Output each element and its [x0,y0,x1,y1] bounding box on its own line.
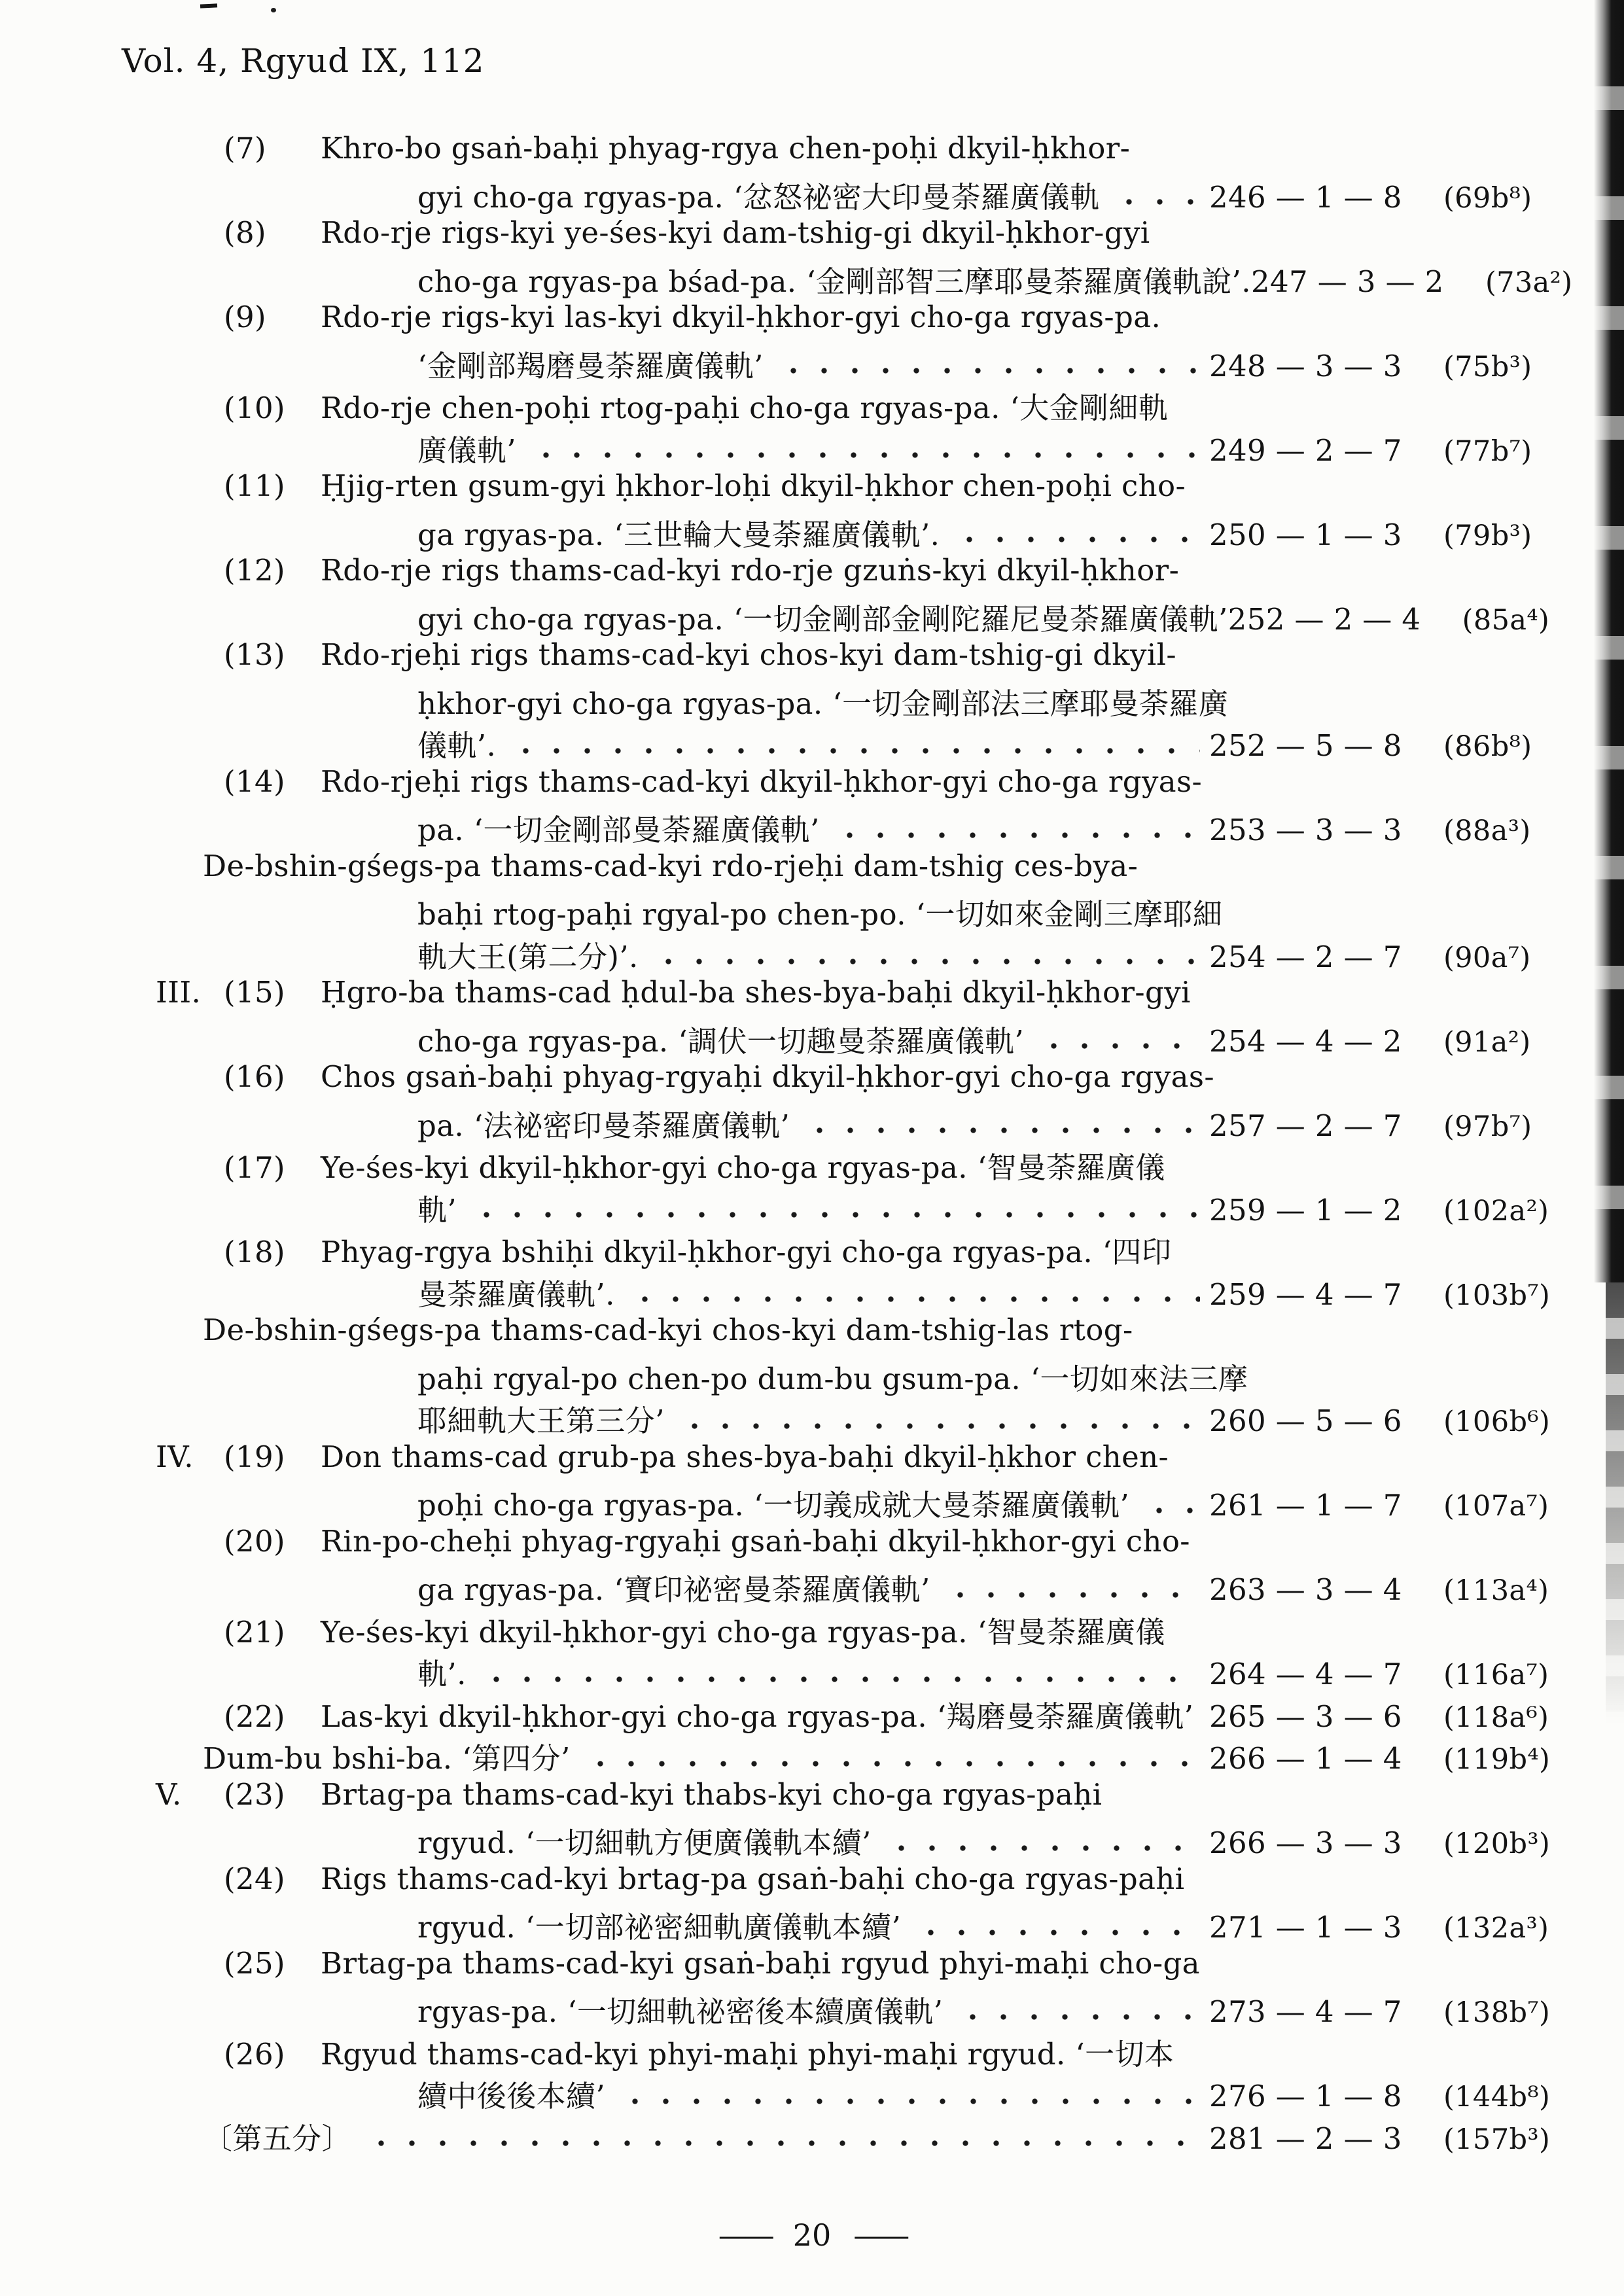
entry-text: Phyag-rgya bshiḥi dkyil-ḥkhor-gyi cho-ga rgyas-pa. ‘四印 [321,1235,1172,1269]
entry-text: ga rgyas-pa. ‘寶印祕密曼荼羅廣儀軌’ [417,1572,930,1607]
entry-text: De-bshin-gśegs-pa thams-cad-kyi rdo-rjeḥi dam-tshig ces-bya- [203,848,1139,883]
scan-speck-dot [271,8,276,12]
entry-text: rgyud. ‘一切部祕密細軌廣儀軌本續’ [417,1910,902,1945]
dot-leader [1161,300,1209,342]
catalog-line [156,637,1598,680]
folio-ref: (73a²) [1485,266,1573,299]
catalog-line [156,1102,1598,1144]
entry-text: ga rgyas-pa. ‘三世輪大曼荼羅廣儀軌’. [417,517,940,552]
dot-leader [615,1271,1209,1313]
catalog-line [156,1186,1598,1229]
catalog-line [156,595,1598,638]
entry-text: Ḥjig-rten gsum-gyi ḥkhor-loḥi dkyil-ḥkhor chen-poḥi cho- [321,468,1186,503]
entry-text: gyi cho-ga rgyas-pa. ‘一切金剛部金剛陀羅尼曼荼羅廣儀軌’ [417,601,1228,637]
entry-text: 儀軌’. [417,728,497,763]
entry-text: Rin-po-cheḥi phyag-rgyaḥi gsaṅ-baḥi dkyil-ḥkhor-gyi cho- [321,1523,1190,1559]
catalog-line [156,975,1598,1017]
page-ref: 261 — 1 — 7 [1209,1488,1402,1523]
dot-leader [516,427,1209,469]
page-ref: 254 — 4 — 2 [1209,1023,1402,1059]
page-ref: 276 — 1 — 8 [1209,2079,1402,2113]
catalog-line [156,342,1598,385]
dot-leader [665,1397,1209,1439]
page-ref: 281 — 2 — 3 [1209,2121,1402,2156]
entry-text: Rigs thams-cad-kyi brtag-pa gsaṅ-baḥi cho-ga rgyas-paḥi [321,1861,1185,1896]
catalog-line [156,933,1598,976]
catalog-line [156,1693,1598,1735]
page-ref: 253 — 3 — 3 [1209,813,1402,847]
scan-binding-edge-tail [1606,1282,1624,1727]
dot-leader [1171,1228,1209,1271]
folio-ref: (75b³) [1443,350,1532,383]
catalog-line [156,1903,1598,1946]
catalog-line [156,131,1598,173]
entry-number: (12) [224,553,285,588]
catalog-line [156,1397,1598,1439]
dot-leader [639,933,1209,976]
entry-number: (21) [224,1614,285,1650]
folio-ref: (97b⁷) [1443,1110,1532,1143]
page-ref: 252 — 5 — 8 [1209,728,1402,763]
entry-number: (25) [224,1945,285,1981]
page-ref: 271 — 1 — 3 [1209,1910,1402,1945]
catalog-line [156,1059,1598,1102]
entry-text: Brtag-pa thams-cad-kyi gsaṅ-baḥi rgyud phyi-maḥi cho-ga [321,1945,1200,1981]
dot-leader [1138,849,1209,891]
folio-ref: (120b³) [1443,1828,1551,1860]
entry-text: rgyas-pa. ‘一切細軌祕密後本續廣儀軌’ [417,1994,944,2029]
catalog-line [156,1608,1598,1651]
dot-leader [1168,384,1209,427]
catalog-line [156,258,1598,300]
entry-number: (9) [224,300,266,334]
entry-text: 廣儀軌’ [417,433,516,468]
entry-text: Rdo-rje chen-poḥi rtog-paḥi cho-ga rgyas-pa. ‘大金剛細軌 [321,391,1169,425]
footer-page-number: 20 [792,2217,832,2253]
entry-text: Ye-śes-kyi dkyil-ḥkhor-gyi cho-ga rgyas-pa. ‘智曼荼羅廣儀 [321,1614,1165,1650]
catalog-line [156,1481,1598,1524]
page-ref: 250 — 1 — 3 [1209,517,1402,552]
entry-number: (19) [224,1439,285,1474]
catalog-line [156,806,1598,849]
catalog-line [156,384,1598,427]
dot-leader [764,342,1209,385]
dot-leader [1165,1144,1209,1186]
catalog-line [156,2115,1598,2157]
page-ref: 273 — 4 — 7 [1209,1994,1402,2029]
entry-text: Dum-bu bshi-ba. ‘第四分’ [203,1741,571,1776]
catalog-line [156,1988,1598,2030]
section-numeral: III. [156,975,202,1010]
entry-text: Rdo-rje rigs-kyi ye-śes-kyi dam-tshig-gi dkyil-ḥkhor-gyi [321,215,1150,250]
folio-ref: (103b⁷) [1443,1279,1551,1312]
catalog-line [156,2072,1598,2115]
catalog-line [156,173,1598,216]
dot-leader [571,1735,1209,1777]
folio-ref: (157b³) [1443,2123,1551,2156]
folio-ref: (77b⁷) [1443,434,1532,468]
entry-text: Rdo-rje rigs thams-cad-kyi rdo-rje gzuṅs-kyi dkyil-ḥkhor- [321,553,1180,588]
entry-text: 軌’. [417,1657,467,1691]
entry-text: 耶細軌大王第三分’ [417,1404,665,1438]
entry-number: (14) [224,764,285,799]
dot-leader [1186,468,1209,511]
catalog-line [156,764,1598,807]
page-ref: 259 — 1 — 2 [1209,1192,1402,1227]
section-numeral: IV. [156,1439,194,1474]
catalog-line [156,1355,1598,1398]
footer-right-dash: —— [853,2217,906,2253]
scan-binding-edge [1594,0,1624,1282]
page-ref: 264 — 4 — 7 [1209,1657,1402,1691]
catalog-line [156,1313,1598,1355]
entry-text: 軌大王(第二分)’. [417,939,639,974]
folio-ref: (86b⁸) [1443,730,1532,763]
dot-leader [790,1102,1209,1144]
entry-number: (18) [224,1235,285,1269]
catalog-line [156,2030,1598,2073]
entry-number: (13) [224,637,285,672]
dot-leader [605,2072,1209,2115]
entry-text: 續中後後本續’ [417,2079,606,2113]
folio-ref: (132a³) [1443,1912,1549,1945]
entry-text: De-bshin-gśegs-pa thams-cad-kyi chos-kyi dam-tshig-las rtog- [203,1313,1133,1347]
entry-text: cho-ga rgyas-pa bśad-pa. ‘金剛部智三摩耶曼荼羅廣儀軌說’. [417,264,1251,299]
dot-leader [1184,1862,1209,1904]
catalog-line [156,1819,1598,1862]
dot-leader [1193,1693,1209,1735]
catalog-line [156,468,1598,511]
page-header: Vol. 4, Rgyud IX, 112 [122,42,485,80]
entry-text: 曼荼羅廣儀軌’. [417,1277,615,1312]
dot-leader [457,1186,1209,1229]
dot-leader [1133,1313,1209,1355]
folio-ref: (119b⁴) [1443,1743,1551,1776]
entry-number: (7) [224,131,266,166]
section-numeral: V. [156,1776,182,1812]
entry-number: (24) [224,1861,285,1896]
page-ref: 257 — 2 — 7 [1209,1108,1402,1143]
entry-text: Rgyud thams-cad-kyi phyi-maḥi phyi-maḥi rgyud. ‘一切本 [321,2036,1174,2072]
entry-text: Ye-śes-kyi dkyil-ḥkhor-gyi cho-ga rgyas-pa. ‘智曼荼羅廣儀 [321,1150,1165,1185]
entry-text: Brtag-pa thams-cad-kyi thabs-kyi cho-ga rgyas-paḥi [321,1776,1103,1812]
catalog-line [156,1946,1598,1988]
entry-number: (17) [224,1150,285,1185]
folio-ref: (79b³) [1443,519,1532,552]
dot-leader [351,2115,1209,2157]
page-ref: 247 — 3 — 2 [1250,264,1444,299]
folio-ref: (113a⁴) [1443,1574,1549,1607]
entry-number: (10) [224,391,285,425]
page-ref: 248 — 3 — 3 [1209,348,1402,383]
page-ref: 265 — 3 — 6 [1209,1699,1402,1734]
dot-leader [1165,1608,1209,1651]
catalog-line [156,300,1598,342]
entry-number: (22) [224,1699,285,1734]
dot-leader [1169,1439,1209,1482]
folio-ref: (116a⁷) [1443,1659,1549,1691]
entry-text: poḥi cho-ga rgyas-pa. ‘一切義成就大曼荼羅廣儀軌’ [417,1488,1130,1523]
catalog-line [156,1735,1598,1777]
dot-leader [496,722,1209,764]
page-footer [0,2217,1624,2253]
page-ref: 263 — 3 — 4 [1209,1572,1402,1607]
entry-text: ḥkhor-gyi cho-ga rgyas-pa. ‘一切金剛部法三摩耶曼荼羅廣 [417,686,1229,721]
catalog-line [156,1144,1598,1186]
dot-leader [872,1819,1209,1862]
page-ref: 259 — 4 — 7 [1209,1277,1402,1312]
entry-text: 〔第五分〕 [203,2121,352,2156]
catalog-line [156,1862,1598,1904]
dot-leader [467,1650,1209,1693]
catalog-line [156,891,1598,933]
page-ref: 246 — 1 — 8 [1209,179,1402,215]
dot-leader [1099,173,1209,216]
entry-text: cho-ga rgyas-pa. ‘調伏一切趣曼荼羅廣儀軌’ [417,1023,1025,1059]
entry-text: rgyud. ‘一切細軌方便廣儀軌本續’ [417,1826,872,1860]
folio-ref: (91a²) [1443,1025,1531,1059]
dot-leader [820,806,1209,849]
entry-text: Khro-bo gsaṅ-baḥi phyag-rgya chen-poḥi dkyil-ḥkhor- [321,131,1131,166]
catalog-line [156,1271,1598,1313]
catalog-line [156,553,1598,595]
folio-ref: (107a⁷) [1443,1490,1549,1523]
dot-leader [940,511,1209,554]
folio-ref: (90a⁷) [1443,941,1531,974]
folio-ref: (106b⁶) [1443,1405,1551,1438]
entry-text: Rdo-rjeḥi rigs thams-cad-kyi dkyil-ḥkhor-gyi cho-ga rgyas- [321,764,1203,799]
page-ref: 266 — 3 — 3 [1209,1826,1402,1860]
dot-leader [1176,637,1209,680]
entry-text: Ḥgro-ba thams-cad ḥdul-ba shes-bya-baḥi dkyil-ḥkhor-gyi [321,975,1191,1010]
dot-leader [1024,1017,1209,1060]
page-ref: 252 — 2 — 4 [1227,601,1421,637]
catalog-line [156,1017,1598,1060]
entry-number: (8) [224,215,266,250]
dot-leader [1150,215,1209,258]
page-ref: 260 — 5 — 6 [1209,1404,1402,1438]
dot-leader [1202,764,1209,807]
dot-leader [943,1988,1209,2030]
entry-text: paḥi rgyal-po chen-po dum-bu gsum-pa. ‘一切如來法三摩 [417,1361,1248,1396]
entry-text: Chos gsaṅ-baḥi phyag-rgyaḥi dkyil-ḥkhor-gyi cho-ga rgyas- [321,1059,1214,1094]
page-ref: 249 — 2 — 7 [1209,433,1402,468]
dot-leader [1179,553,1209,595]
folio-ref: (88a³) [1443,815,1531,847]
entry-number: (20) [224,1523,285,1559]
dot-leader [1174,2030,1209,2073]
folio-ref: (85a⁴) [1462,603,1550,637]
entry-text: baḥi rtog-paḥi rgyal-po chen-po. ‘一切如來金剛三摩耶細 [417,897,1223,932]
catalog-line [156,511,1598,554]
catalog-line [156,849,1598,891]
entry-number: (15) [224,975,285,1010]
entry-number: (16) [224,1059,285,1094]
page-ref: 254 — 2 — 7 [1209,939,1402,974]
dot-leader [1129,1481,1209,1524]
dot-leader [1190,1524,1209,1566]
folio-ref: (118a⁶) [1443,1701,1549,1734]
entry-number: (26) [224,2036,285,2072]
catalog-line [156,1524,1598,1566]
entry-text: gyi cho-ga rgyas-pa. ‘忿怒祕密大印曼荼羅廣儀軌 [417,179,1100,215]
footer-left-dash: —— [718,2217,771,2253]
catalog-line [156,680,1598,722]
catalog-line [156,427,1598,469]
entry-text: 軌’ [417,1192,457,1227]
catalog-line [156,1228,1598,1271]
entry-text: Rdo-rjeḥi rigs thams-cad-kyi chos-kyi dam-tshig-gi dkyil- [321,637,1176,672]
entry-text: pa. ‘法祕密印曼荼羅廣儀軌’ [417,1108,790,1143]
dot-leader [901,1903,1209,1946]
catalog [0,131,1624,2157]
catalog-line [156,1777,1598,1820]
dot-leader [930,1566,1209,1608]
catalog-line [156,1566,1598,1608]
entry-text: ‘金剛部羯磨曼荼羅廣儀軌’ [417,348,764,383]
catalog-line [156,1439,1598,1482]
folio-ref: (144b⁸) [1443,2081,1551,2113]
dot-leader [1191,975,1209,1017]
dot-leader [1200,1946,1209,1988]
entry-text: pa. ‘一切金剛部曼荼羅廣儀軌’ [417,813,820,847]
catalog-line [156,722,1598,764]
entry-number: (23) [224,1776,285,1812]
entry-text: Rdo-rje rigs-kyi las-kyi dkyil-ḥkhor-gyi cho-ga rgyas-pa. [321,300,1161,334]
entry-text: Don thams-cad grub-pa shes-bya-baḥi dkyil-ḥkhor chen- [321,1439,1169,1474]
catalog-line [156,1650,1598,1693]
catalog-line [156,215,1598,258]
entry-text: Las-kyi dkyil-ḥkhor-gyi cho-ga rgyas-pa. ‘羯磨曼荼羅廣儀軌’ [321,1699,1194,1734]
folio-ref: (138b⁷) [1443,1996,1551,2029]
entry-number: (11) [224,468,285,503]
folio-ref: (69b⁸) [1443,181,1532,215]
dot-leader [1102,1777,1209,1820]
dot-leader [1130,131,1209,173]
folio-ref: (102a²) [1443,1194,1549,1227]
page-ref: 266 — 1 — 4 [1209,1741,1402,1776]
